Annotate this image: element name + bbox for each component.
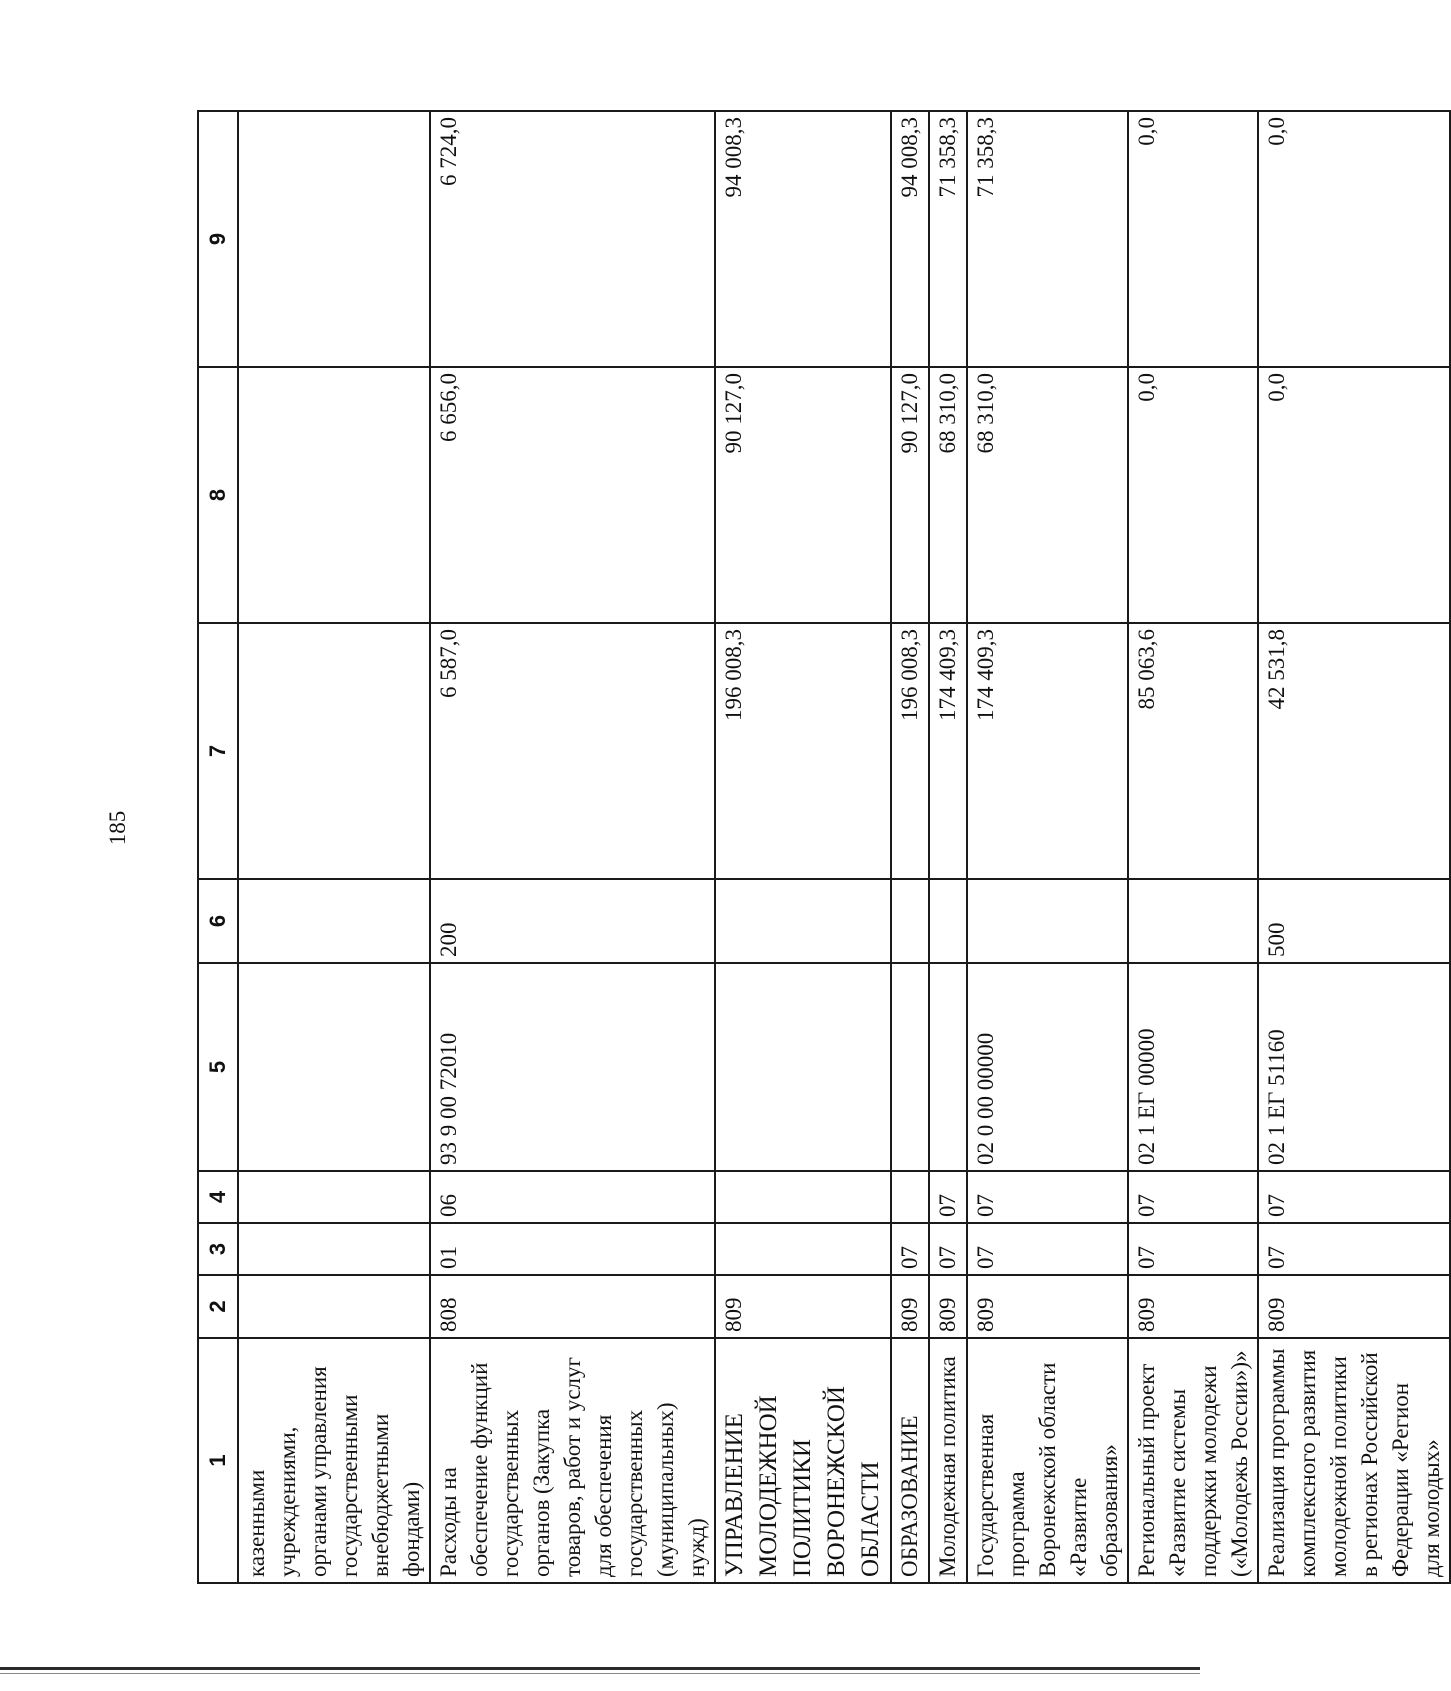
row-name-cell: Государственная программа Воронежской области «Развитие образования» (967, 1338, 1128, 1583)
amount-col9-cell (238, 111, 430, 367)
table-row (238, 111, 430, 1583)
pr-cell: 06 (430, 1171, 715, 1223)
rz-cell: 01 (430, 1223, 715, 1275)
vr-cell: 500 (1258, 879, 1450, 963)
pr-cell (238, 1171, 430, 1223)
amount-col7-cell: 85 063,6 (1128, 623, 1258, 879)
header-cell: 6 (198, 879, 238, 963)
row-name-cell: Расходы на обеспечение функций государственных органов (Закупка товаров, работ и услуг для обеспечения государственных (муниципальных) нужд) (430, 1338, 715, 1583)
pr-cell (715, 1171, 891, 1223)
amount-col8-cell: 0,0 (1128, 367, 1258, 623)
gr-cell: 809 (1258, 1275, 1450, 1338)
amount-col9-cell: 6 724,0 (430, 111, 715, 367)
amount-col9-cell: 0,0 (1128, 111, 1258, 367)
rz-cell: 07 (967, 1223, 1128, 1275)
csr-cell: 02 1 ЕГ 00000 (1128, 963, 1258, 1171)
header-cell: 1 (198, 1338, 238, 1583)
amount-col8-cell: 90 127,0 (715, 367, 891, 623)
row-name-cell: Молодежная политика (929, 1338, 967, 1583)
scan-edge-line (0, 1673, 1200, 1674)
amount-col8-cell: 68 310,0 (929, 367, 967, 623)
gr-cell: 809 (1128, 1275, 1258, 1338)
amount-col8-cell: 90 127,0 (891, 367, 929, 623)
amount-col7-cell: 174 409,3 (967, 623, 1128, 879)
csr-cell (891, 963, 929, 1171)
vr-cell: 200 (430, 879, 715, 963)
gr-cell: 809 (715, 1275, 891, 1338)
amount-col8-cell: 6 656,0 (430, 367, 715, 623)
rz-cell: 07 (1258, 1223, 1450, 1275)
gr-cell: 809 (891, 1275, 929, 1338)
table-row (929, 111, 967, 1583)
page-number: 185 (105, 810, 130, 846)
table-row (967, 111, 1128, 1583)
amount-col7-cell: 196 008,3 (715, 623, 891, 879)
csr-cell (238, 963, 430, 1171)
pr-cell: 07 (967, 1171, 1128, 1223)
csr-cell (929, 963, 967, 1171)
row-name-cell: УПРАВЛЕНИЕ МОЛОДЕЖНОЙ ПОЛИТИКИ ВОРОНЕЖСКОЙ ОБЛАСТИ (715, 1338, 891, 1583)
amount-col9-cell: 0,0 (1258, 111, 1450, 367)
pr-cell: 07 (929, 1171, 967, 1223)
header-cell: 8 (198, 367, 238, 623)
pr-cell: 07 (1258, 1171, 1450, 1223)
csr-cell: 93 9 00 72010 (430, 963, 715, 1171)
rz-cell (715, 1223, 891, 1275)
amount-col7-cell (238, 623, 430, 879)
csr-cell (715, 963, 891, 1171)
amount-col9-cell: 71 358,3 (967, 111, 1128, 367)
vr-cell (1128, 879, 1258, 963)
pr-cell (891, 1171, 929, 1223)
budget-table (197, 110, 1451, 1584)
rz-cell: 07 (891, 1223, 929, 1275)
vr-cell (891, 879, 929, 963)
table-row (715, 111, 891, 1583)
amount-col9-cell: 94 008,3 (891, 111, 929, 367)
gr-cell: 808 (430, 1275, 715, 1338)
header-row (198, 111, 238, 1583)
header-cell: 3 (198, 1223, 238, 1275)
rz-cell: 07 (929, 1223, 967, 1275)
row-name-cell: казенными учреждениями, органами управления государственными внебюджетными фондами) (238, 1338, 430, 1583)
amount-col7-cell: 6 587,0 (430, 623, 715, 879)
table-row (430, 111, 715, 1583)
gr-cell (238, 1275, 430, 1338)
rz-cell: 07 (1128, 1223, 1258, 1275)
amount-col9-cell: 94 008,3 (715, 111, 891, 367)
amount-col7-cell: 42 531,8 (1258, 623, 1450, 879)
table-row (891, 111, 929, 1583)
pr-cell: 07 (1128, 1171, 1258, 1223)
header-cell: 4 (198, 1171, 238, 1223)
amount-col8-cell: 0,0 (1258, 367, 1450, 623)
header-cell: 7 (198, 623, 238, 879)
header-cell: 9 (198, 111, 238, 367)
rz-cell (238, 1223, 430, 1275)
vr-cell (715, 879, 891, 963)
amount-col7-cell: 196 008,3 (891, 623, 929, 879)
vr-cell (238, 879, 430, 963)
gr-cell: 809 (967, 1275, 1128, 1338)
scan-edge-line (0, 1667, 1200, 1670)
amount-col9-cell: 71 358,3 (929, 111, 967, 367)
csr-cell: 02 1 ЕГ 51160 (1258, 963, 1450, 1171)
row-name-cell: ОБРАЗОВАНИЕ (891, 1338, 929, 1583)
amount-col7-cell: 174 409,3 (929, 623, 967, 879)
gr-cell: 809 (929, 1275, 967, 1338)
header-cell: 2 (198, 1275, 238, 1338)
vr-cell (967, 879, 1128, 963)
table-row (1128, 111, 1258, 1583)
row-name-cell: Региональный проект «Развитие системы поддержки молодежи («Молодежь России»)» (1128, 1338, 1258, 1583)
amount-col8-cell: 68 310,0 (967, 367, 1128, 623)
amount-col8-cell (238, 367, 430, 623)
header-cell: 5 (198, 963, 238, 1171)
vr-cell (929, 879, 967, 963)
rotated-table-container (197, 112, 1444, 1584)
row-name-cell: Реализация программы комплексного развития молодежной политики в регионах Российской Федерации «Регион для молодых» (1258, 1338, 1450, 1583)
csr-cell: 02 0 00 00000 (967, 963, 1128, 1171)
table-row (1258, 111, 1450, 1583)
